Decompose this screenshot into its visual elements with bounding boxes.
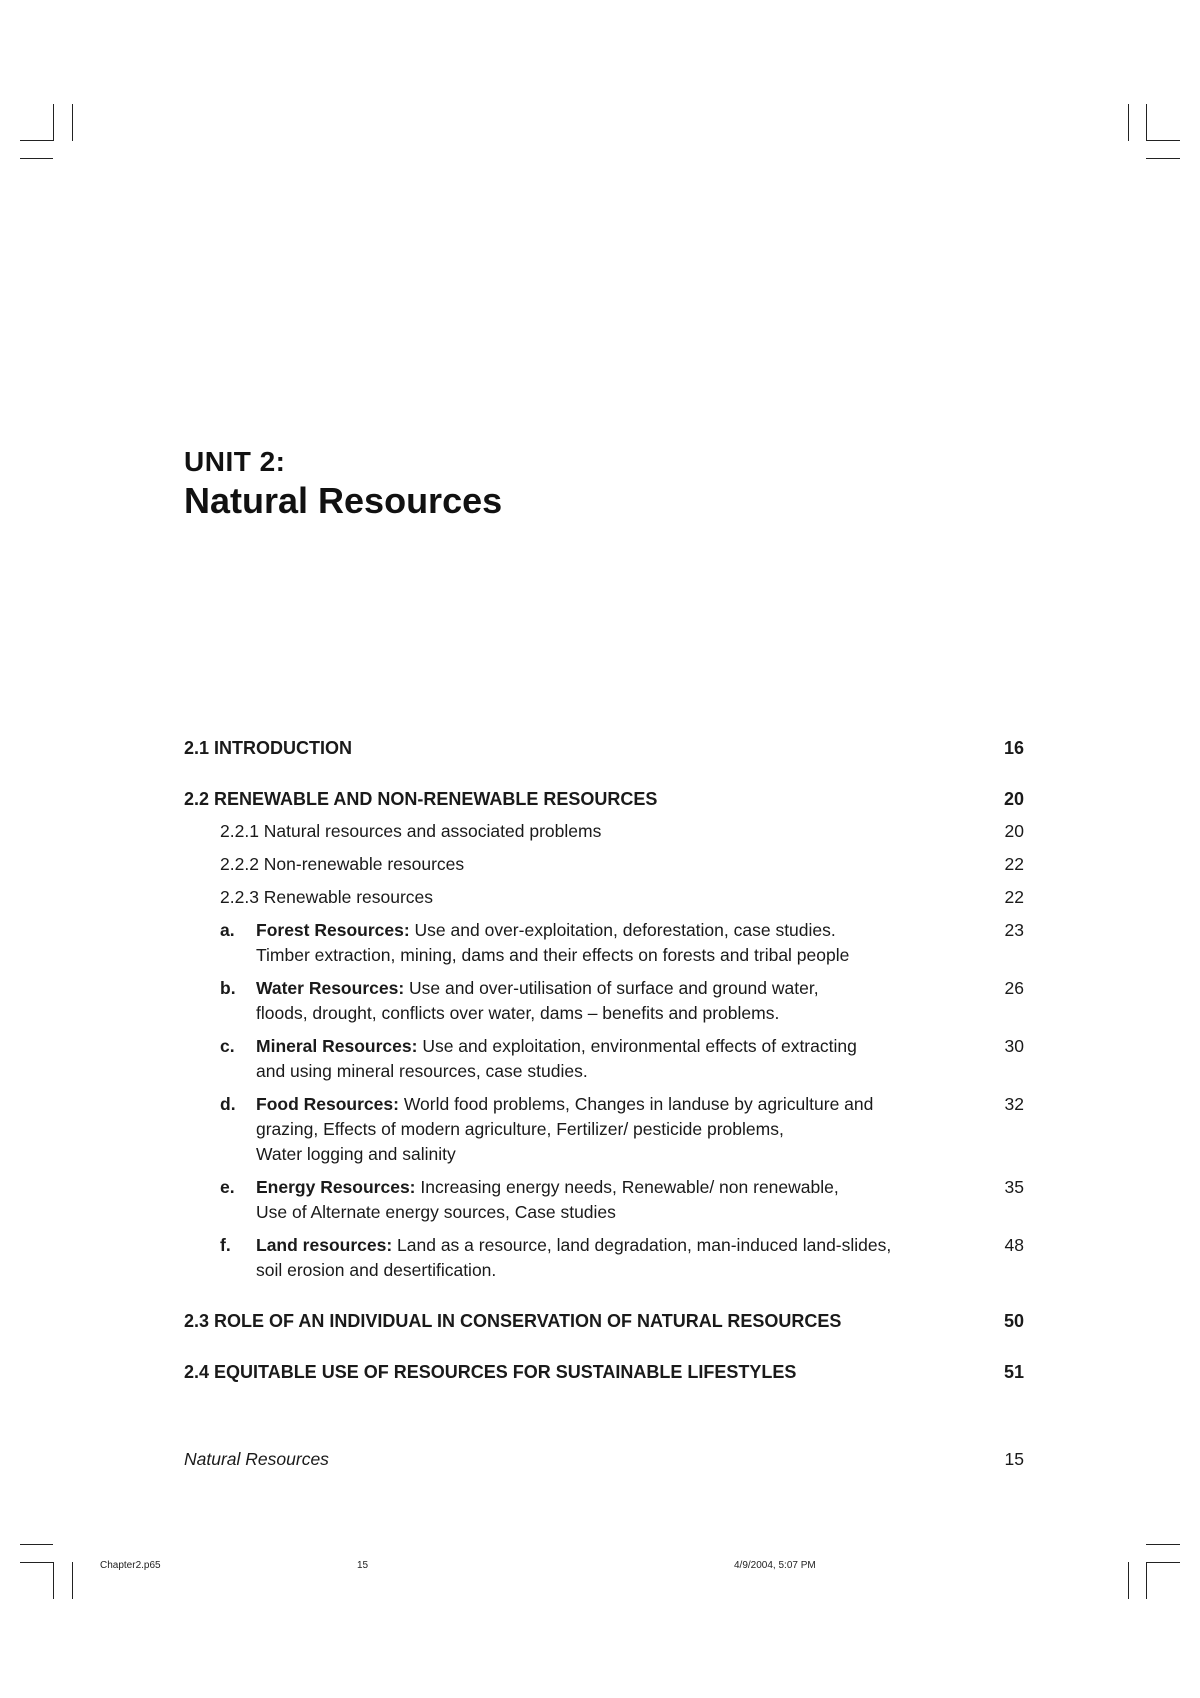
- page-number: 22: [1004, 854, 1024, 874]
- page-number: 26: [1004, 978, 1024, 998]
- page-number: 16: [1003, 738, 1024, 758]
- crop-mark: [1146, 1562, 1180, 1563]
- slug-datetime: 4/9/2004, 5:07 PM: [734, 1560, 816, 1571]
- page-number: 23: [1004, 920, 1024, 940]
- toc-item: b. Water Resources: Use and over-utilisation of surface and ground water, floods, drought, conflicts over water, dams – benefits and problems. 26: [220, 978, 1024, 1023]
- page-number: 51: [1003, 1362, 1024, 1382]
- toc-subentry: 2.2.1 Natural resources and associated problems 20: [184, 819, 1024, 844]
- running-footer-title: Natural Resources: [184, 1449, 329, 1469]
- crop-mark: [20, 1562, 53, 1563]
- crop-mark: [72, 104, 73, 141]
- page-number: 22: [1004, 887, 1024, 907]
- crop-mark: [1146, 1562, 1147, 1599]
- crop-mark: [1146, 104, 1147, 141]
- crop-mark: [1128, 1562, 1129, 1599]
- page-number: 32: [1004, 1094, 1024, 1114]
- crop-mark: [20, 1544, 53, 1545]
- toc-item: c. Mineral Resources: Use and exploitation, environmental effects of extracting and using mineral resources, case studies. 30: [220, 1036, 1024, 1081]
- toc-item: f. Land resources: Land as a resource, land degradation, man-induced land-slides, soil erosion and desertification. 48: [220, 1235, 1024, 1280]
- slug-page: 15: [357, 1560, 369, 1571]
- crop-mark: [53, 1562, 54, 1599]
- toc-entry-introduction: 2.1 INTRODUCTION 16: [184, 736, 1024, 761]
- toc-entry-equitable: 2.4 EQUITABLE USE OF RESOURCES FOR SUSTAINABLE LIFESTYLES 51: [184, 1360, 1024, 1385]
- page-number: 20: [1004, 821, 1024, 841]
- table-of-contents: [184, 736, 1024, 1385]
- unit-title: Natural Resources: [184, 480, 503, 521]
- page-number: 50: [1003, 1311, 1024, 1331]
- toc-subentry: 2.2.2 Non-renewable resources 22: [184, 852, 1024, 877]
- slug-filename: Chapter2.p65: [100, 1560, 161, 1571]
- toc-entry-renewable: 2.2 RENEWABLE AND NON-RENEWABLE RESOURCES 20: [184, 787, 1024, 812]
- crop-mark: [1146, 158, 1180, 159]
- page-number: 30: [1004, 1036, 1024, 1056]
- toc-subentry: 2.2.3 Renewable resources 22: [184, 885, 1024, 910]
- crop-mark: [20, 158, 53, 159]
- page-number: 48: [1004, 1235, 1024, 1255]
- footer-page-number: 15: [1004, 1449, 1024, 1469]
- toc-item: d. Food Resources: World food problems, Changes in landuse by agriculture and grazing, Effects of modern agriculture, Fertilizer/ pesticide problems, Water logging and salinity 32: [220, 1094, 1024, 1164]
- crop-mark: [1146, 1544, 1180, 1545]
- crop-mark: [1128, 104, 1129, 141]
- crop-mark: [20, 140, 53, 141]
- page-footer: [184, 1449, 1024, 1470]
- crop-mark: [1146, 140, 1180, 141]
- crop-mark: [53, 104, 54, 141]
- unit-label: UNIT 2:: [184, 446, 286, 477]
- page-number: 20: [1003, 789, 1024, 809]
- crop-mark: [72, 1562, 73, 1599]
- page-number: 35: [1004, 1177, 1024, 1197]
- toc-entry-role: 2.3 ROLE OF AN INDIVIDUAL IN CONSERVATION OF NATURAL RESOURCES 50: [184, 1309, 1024, 1334]
- toc-item: e. Energy Resources: Increasing energy needs, Renewable/ non renewable, Use of Alternate energy sources, Case studies 35: [220, 1177, 1024, 1222]
- toc-item: a. Forest Resources: Use and over-exploitation, deforestation, case studies. Timber extraction, mining, dams and their effects on forests and tribal people 23: [220, 920, 1024, 965]
